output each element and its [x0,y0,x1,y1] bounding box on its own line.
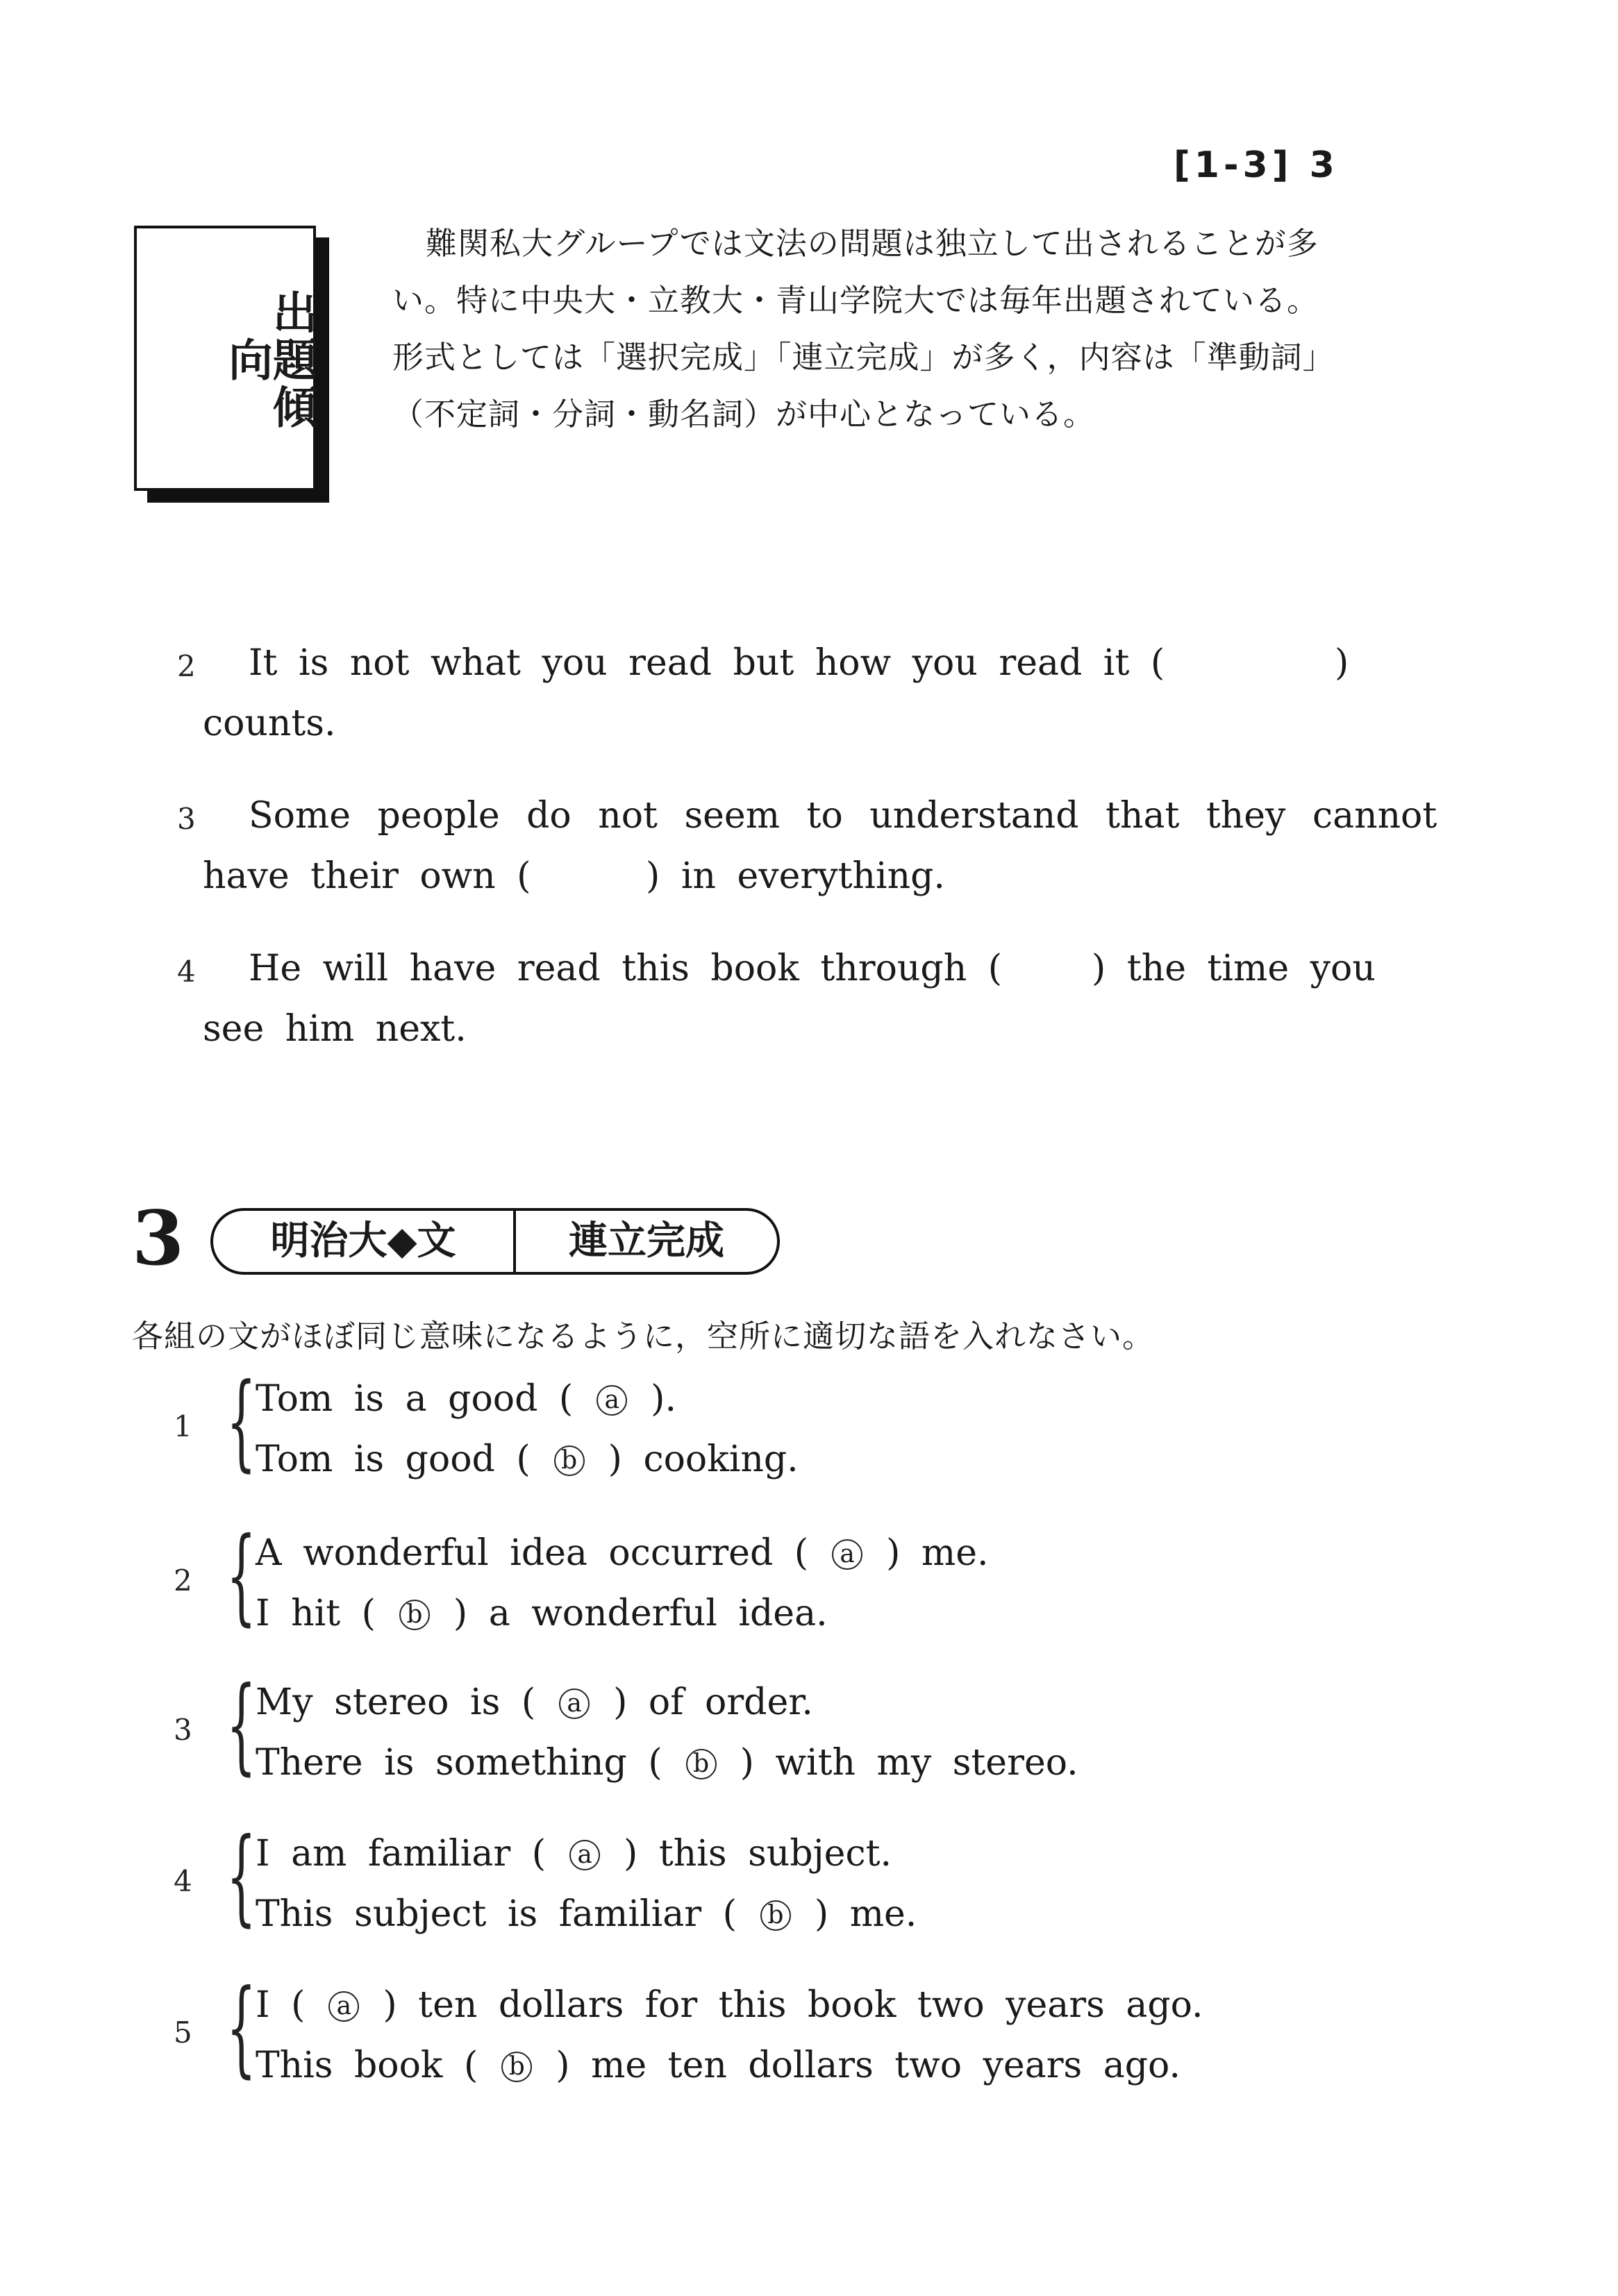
section-type: 連立完成 [569,1218,724,1264]
blank-marker-a: a [832,1539,862,1570]
pair-sentence-a: I am familiar ( a ) this subject. [256,1833,892,1875]
pair-sentence-b: This subject is familiar ( b ) me. [256,1893,917,1935]
question-text: have their own ( [203,855,531,897]
page-reference: [1-3] 3 [1174,144,1339,186]
brace: { [226,1816,256,1937]
pair-sentence-b: Tom is good ( b ) cooking. [256,1439,799,1480]
question-text: He will have read this book through ( [249,948,1003,989]
question-text: see him next. [203,1008,467,1050]
section-number: 3 [132,1195,185,1282]
pair-number: 1 [174,1409,192,1443]
brace: { [226,1516,256,1636]
blank-marker-b: b [686,1749,717,1779]
pair-sentence-a: Tom is a good ( a ). [256,1378,676,1420]
blank-marker-a: a [597,1385,627,1416]
pair-sentence-a: My stereo is ( a ) of order. [256,1682,813,1723]
question-text: ) [1335,642,1349,684]
pair-sentence-a: A wonderful idea occurred ( a ) me. [256,1532,989,1574]
question-number: 2 [177,649,196,683]
pair-sentence-b: There is something ( b ) with my stereo. [256,1742,1078,1784]
blank-marker-b: b [554,1446,585,1476]
pair-number: 2 [174,1564,192,1598]
question-text: counts. [203,703,336,744]
blank-marker-b: b [760,1900,791,1931]
brace: { [226,1665,256,1786]
question-text: It is not what you read but how you read it ( [249,642,1165,684]
blank-marker-b: b [399,1600,430,1630]
pair-number: 4 [174,1864,192,1898]
brace: { [226,1361,256,1482]
pair-sentence-b: This book ( b ) me ten dollars two years ago. [256,2045,1181,2086]
section-source: 明治大◆文 [213,1211,516,1272]
question-text: Some people do not seem to understand that they cannot [249,795,1437,837]
trend-description: 難関私大グループでは文法の問題は独立して出されることが多い。特に中央大・立教大・青山学院大では毎年出題されている。形式としては「選択完成」「連立完成」が多く，内容は「準動詞」（不定詞・分詞・動名詞）が中心となっている。 [392,225,1319,433]
blank-marker-a: a [559,1689,590,1719]
section-header-pill [210,1208,780,1275]
question-text: ) in everything. [646,855,945,897]
blank-marker-a: a [569,1840,600,1870]
trend-title: 出題傾向 [221,290,317,431]
pair-sentence-a: I ( a ) ten dollars for this book two years ago. [256,1984,1203,2026]
pair-number: 5 [174,2016,192,2050]
brace: { [226,1968,256,2088]
pair-number: 3 [174,1713,192,1747]
question-number: 4 [177,955,196,989]
trend-box [134,226,316,491]
section-instruction: 各組の文がほぼ同じ意味になるように，空所に適切な語を入れなさい。 [132,1318,1155,1355]
blank-marker-b: b [501,2052,532,2082]
pair-sentence-b: I hit ( b ) a wonderful idea. [256,1593,828,1634]
question-text: ) the time you [1092,948,1376,989]
blank-marker-a: a [328,1991,359,2022]
question-number: 3 [177,802,196,836]
